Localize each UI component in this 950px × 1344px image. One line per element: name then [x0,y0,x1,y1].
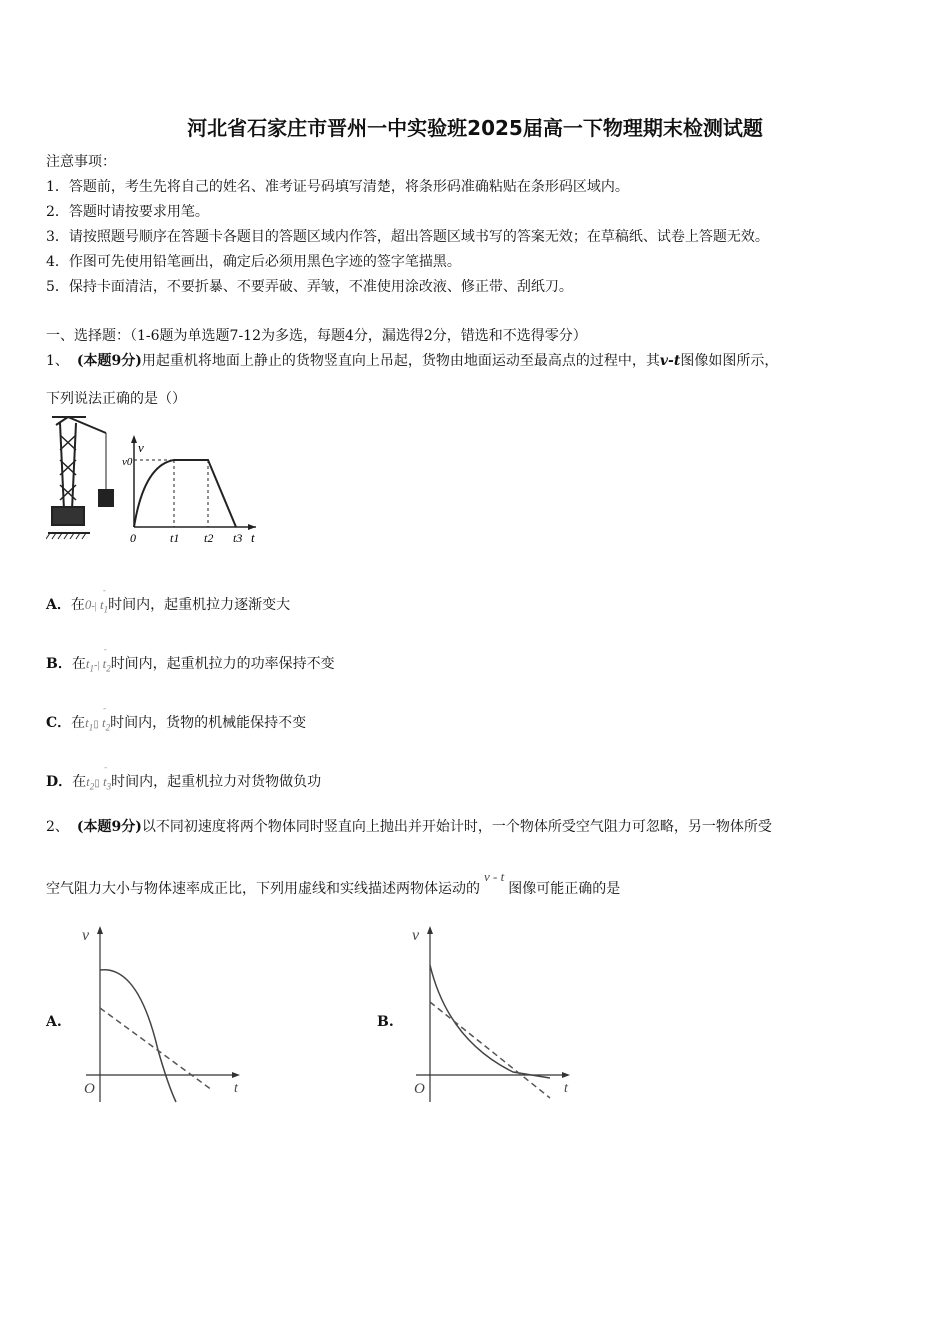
option-pre: 在 [71,715,86,731]
question-score: (本题9分) [76,819,142,835]
vt-symbol: v - t [484,869,505,884]
vt-graph [122,435,256,545]
option-label: D． [46,774,73,790]
question-score: (本题9分) [76,353,142,369]
question-number: 1、 [46,353,69,369]
interval-from: 0 [84,597,92,612]
option-pre: 在 [70,597,85,613]
interval-to: t [99,597,104,612]
interval-symbol: - $t_1-|$ $t_2$ [85,644,111,674]
question-text: 用起重机将地面上静止的货物竖直向上吊起，货物由地面运动至最高点的过程中，其 [141,353,660,369]
dashed-line [430,1002,550,1098]
option-text: 时间内，起重机拉力的功率保持不变 [110,656,335,672]
option-label: B． [46,656,72,672]
option-label: B. [377,1014,394,1030]
interval-symbol: - 0-| $t_1$ [84,585,109,615]
question-1-stem [46,352,778,370]
t-axis-label: t [234,1081,238,1096]
interval-from-sub: 1 [88,722,94,733]
option-text: 时间内，起重机拉力对货物做负功 [111,774,322,790]
v-axis-label: v [138,440,144,455]
option-a[interactable] [46,585,291,615]
solid-curve [100,970,176,1102]
v0-label: v0 [122,456,133,468]
question-text: 图像可能正确的是 [508,881,621,897]
origin-label: O [414,1081,425,1097]
option-label: A． [46,597,71,613]
interval-symbol: - $t_1▯$ $t_2$ [85,703,111,733]
interval-to: t [102,715,106,730]
interval-symbol: - $t_2▯$ $t_3$ [86,762,112,792]
v-axis-label: v [82,927,90,944]
q2-option-b-graph[interactable] [408,920,578,1110]
question-2-stem-cont [46,869,621,898]
option-text: 时间内，货物的机械能保持不变 [110,715,307,731]
option-label: A. [46,1014,62,1030]
question-text: 图像如图所示， [680,353,779,369]
origin-label: O [84,1081,95,1097]
solid-curve [430,965,550,1078]
t-axis-label: t [251,530,255,545]
notice-item: 2．答题时请按要求用笔。 [46,204,209,220]
question-2-stem [46,818,772,836]
interval-to-sub: 2 [106,663,111,674]
interval-to: t [102,656,107,671]
interval-to-sub: 2 [105,722,111,733]
option-label: C． [46,715,72,731]
option-c[interactable] [46,703,307,733]
interval-from-sub: 2 [89,781,95,792]
option-text: 时间内，起重机拉力逐渐变大 [108,597,291,613]
option-pre: 在 [72,774,87,790]
notice-item: 4．作图可先使用铅笔画出，确定后必须用黑色字迹的签字笔描黑。 [46,254,461,270]
notice-item: 1．答题前，考生先将自己的姓名、准考证号码填写清楚，将条形码准确粘贴在条形码区域内。 [46,179,629,195]
option-d[interactable] [46,762,322,792]
notice-heading: 注意事项： [46,154,116,170]
notice-item: 3．请按照题号顺序在答题卡各题目的答题区域内作答，超出答题区域书写的答案无效；在草稿纸、试卷上答题无效。 [46,229,769,245]
vt-curve [134,460,236,527]
vt-symbol: v-t [659,353,681,369]
interval-to-sub: 3 [106,781,112,792]
v-axis-label: v [412,927,420,944]
q2-option-a-graph[interactable] [78,920,248,1110]
t-axis-label: t [564,1081,568,1096]
crane-illustration [46,417,113,539]
q2-option-a-label[interactable] [46,1014,62,1030]
notice-item: 5．保持卡面清洁，不要折暴、不要弄破、弄皱，不准使用涂改液、修正带、刮纸刀。 [46,279,573,295]
option-pre: 在 [71,656,86,672]
t1-label: t1 [170,531,180,545]
crane-vt-figure [46,415,271,550]
interval-to-sub: 1 [103,604,109,615]
t3-label: t3 [233,531,243,545]
interval-to: t [103,774,107,789]
option-b[interactable] [46,644,335,674]
dashed-line [100,1008,212,1090]
q2-option-b-label[interactable] [377,1014,394,1030]
interval-from-sub: 1 [89,663,94,674]
t2-label: t2 [204,531,214,545]
origin-label: 0 [130,531,136,545]
interval-from: t [86,774,90,789]
v-axis-arrow [131,435,137,443]
interval-from: t [85,656,90,671]
question-text: 以不同初速度将两个物体同时竖直向上抛出并开始计时，一个物体所受空气阻力可忽略，另一物体所受 [141,819,772,835]
question-text: 下列说法正确的是（） [46,391,186,407]
section-heading: 一、选择题：（1-6题为单选题7-12为多选，每题4分，漏选得2分，错选和不选得零分） [46,328,587,344]
question-text: 空气阻力大小与物体速率成正比，下列用虚线和实线描述两物体运动的 [46,881,480,897]
question-number: 2、 [46,819,69,835]
page-title: 河北省石家庄市晋州一中实验班2025届高一下物理期末检测试题 [187,116,763,140]
interval-from: t [85,715,89,730]
